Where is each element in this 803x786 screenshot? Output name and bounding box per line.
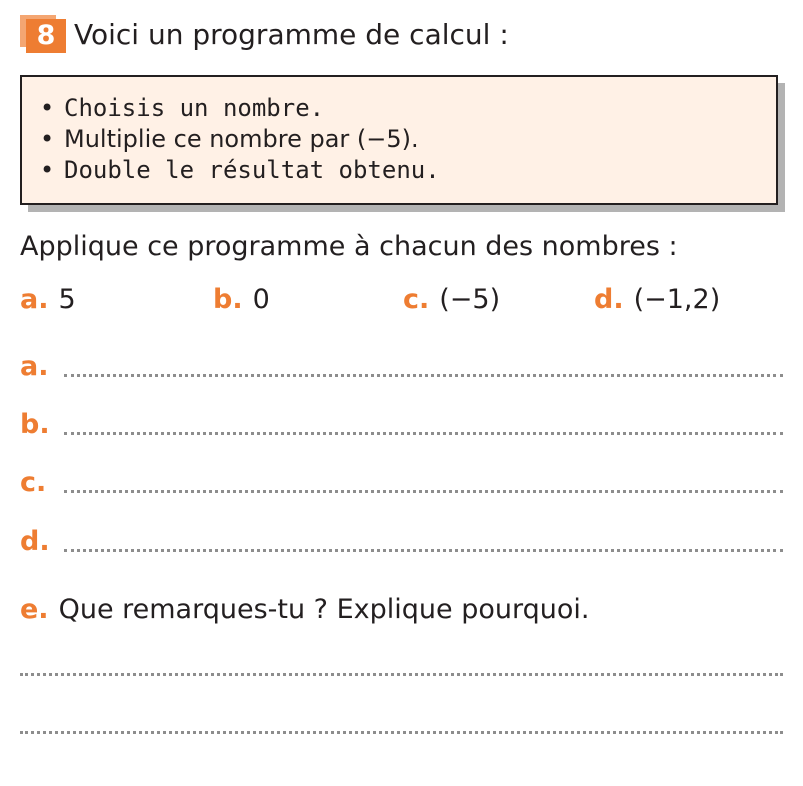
choice-label: c. — [403, 284, 430, 315]
choice-label: b. — [213, 284, 243, 315]
answer-label: d. — [20, 526, 50, 557]
choice-value: (−5) — [439, 284, 501, 315]
answer-dotted-line[interactable] — [64, 490, 783, 493]
program-steps — [40, 93, 440, 186]
program-box — [20, 75, 778, 205]
bullet-icon: • — [40, 156, 55, 184]
program-step-2 — [40, 124, 440, 155]
answer-dotted-line-e1[interactable] — [20, 673, 783, 676]
exercise-header — [20, 15, 780, 55]
question-e — [20, 592, 589, 628]
bullet-icon: • — [40, 125, 55, 153]
choice-label: d. — [594, 284, 624, 315]
answer-label: b. — [20, 409, 50, 440]
step-text: Multiplie ce nombre par (−5). — [64, 125, 419, 153]
program-step-3 — [40, 155, 440, 186]
choice-c — [403, 282, 500, 318]
choice-d — [594, 282, 720, 318]
answer-row-d[interactable] — [20, 525, 783, 559]
bullet-icon: • — [40, 94, 55, 122]
answer-dotted-line[interactable] — [64, 374, 783, 377]
choice-a — [20, 282, 76, 318]
question-label: e. — [20, 594, 49, 625]
question-text: Que remarques-tu ? Explique pourquoi. — [58, 594, 590, 625]
choice-label: a. — [20, 284, 49, 315]
answer-dotted-line[interactable] — [64, 432, 783, 435]
step-text: Choisis un nombre. — [64, 94, 325, 122]
choice-value: (−1,2) — [633, 284, 721, 315]
choice-value: 5 — [58, 284, 76, 315]
answer-row-a[interactable] — [20, 350, 783, 384]
instruction-text: Applique ce programme à chacun des nombres : — [20, 231, 678, 262]
answer-row-b[interactable] — [20, 408, 783, 442]
number-choices — [20, 282, 780, 318]
exercise-number-badge: 8 — [26, 19, 66, 53]
answer-label: a. — [20, 351, 49, 382]
answer-dotted-line-e2[interactable] — [20, 731, 783, 734]
program-step-1 — [40, 93, 440, 124]
answer-row-c[interactable] — [20, 466, 783, 500]
answer-dotted-line[interactable] — [64, 549, 783, 552]
exercise-title: Voici un programme de calcul : — [74, 18, 509, 51]
choice-b — [213, 282, 270, 318]
answer-label: c. — [20, 467, 47, 498]
step-text: Double le résultat obtenu. — [64, 156, 440, 184]
choice-value: 0 — [252, 284, 270, 315]
